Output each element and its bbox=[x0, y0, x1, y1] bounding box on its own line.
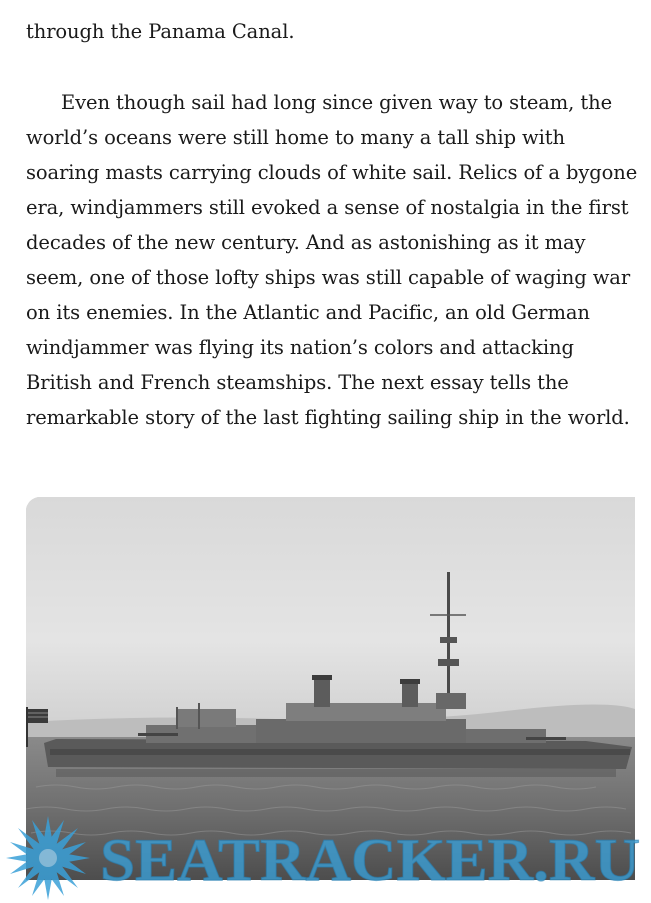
continued-text-line: through the Panama Canal. bbox=[26, 20, 295, 43]
sun-burst-icon bbox=[6, 816, 90, 900]
body-paragraph: Even though sail had long since given way to steam, the world’s oceans were still home to many a tall ship with soaring masts carrying clouds of white sail. Relics of a bygone era, windjammers still evoked a sense of nostalgia in the first decades of the new century. And as astonishing as it may seem, one of those lofty ships was still capable of waging war on its enemies. In the Atlantic and Pacific, an old German windjammer was flying its nation’s colors and attacking British and French steamships. The next essay tells the remarkable story of the last fighting sailing ship in the world. bbox=[26, 91, 638, 429]
ensign-flag bbox=[28, 709, 48, 723]
aft-gun bbox=[526, 737, 566, 740]
aft-funnel bbox=[402, 681, 418, 707]
sky bbox=[26, 497, 635, 737]
watermark bbox=[0, 800, 651, 903]
forward-gun bbox=[138, 733, 178, 736]
forward-funnel bbox=[314, 677, 330, 707]
watermark-text: SEATRACKER.RU bbox=[100, 827, 640, 893]
midship-superstructure bbox=[256, 719, 466, 743]
